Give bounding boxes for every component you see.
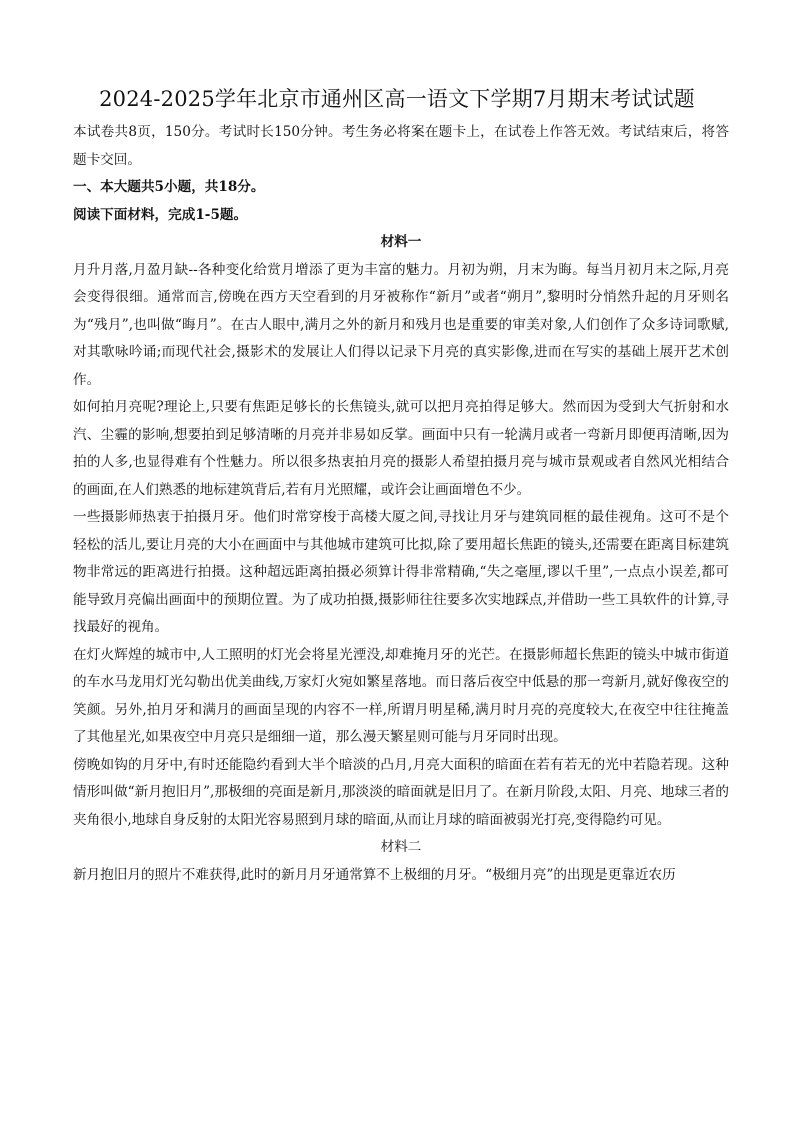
material-one-paragraph: 傍晚如钩的月牙中,有时还能隐约看到大半个暗淡的凸月,月亮大面积的暗面在若有若无的光中若隐若现。这种情形叫做“新月抱旧月”,那极细的亮面是新月,那淡淡的暗面就是旧月了。在新月阶段,太阳、月亮、地球三者的夹角很小,地球自身反射的太阳光容易照到月球的暗面,从而让月球的暗面被弱光打亮,变得隐约可见。 [73,756,729,828]
exam-instructions: 本试卷共8页，150分。考试时长150分钟。考生务必将案在题卡上，在试卷上作答无效。考试结束后，将答题卡交回。 [73,124,729,168]
material-one-heading: 材料一 [380,234,422,250]
reading-instruction: 阅读下面材料，完成1-5题。 [73,206,248,223]
page-title: 2024-2025学年北京市通州区高一语文下学期7月期末考试试题 [99,87,695,111]
material-two-paragraph: 新月抱旧月的照片不难获得,此时的新月月牙通常算不上极细的月牙。“极细月亮”的出现是更靠近农历 [73,866,676,883]
document-body [73,119,729,889]
material-one-paragraph: 一些摄影师热衷于拍摄月牙。他们时常穿梭于高楼大厦之间,寻找让月牙与建筑同框的最佳视角。这可不是个轻松的活儿,要让月亮的大小在画面中与其他城市建筑可比拟,除了要用超长焦距的镜头,还需要在距离目标建筑物非常远的距离进行拍摄。这种超远距离拍摄必须算计得非常精确,“失之毫厘,谬以千里”,一点点小误差,都可能导致月亮偏出画面中的预期位置。为了成功拍摄,摄影师往往要多次实地踩点,并借助一些工具软件的计算,寻找最好的视角。 [73,509,729,635]
material-two-heading: 材料二 [380,839,422,855]
material-one-paragraph: 如何拍月亮呢?理论上,只要有焦距足够长的长焦镜头,就可以把月亮拍得足够大。然而因为受到大气折射和水汽、尘霾的影响,想要拍到足够清晰的月亮并非易如反掌。画面中只有一轮满月或者一弯新月即便再清晰,因为拍的人多,也显得难有个性魅力。所以很多热衷拍月亮的摄影人希望拍摄月亮与城市景观或者自然风光相结合的画面,在人们熟悉的地标建筑背后,若有月光照耀，或许会让画面增色不少。 [73,399,729,498]
material-one-paragraph: 在灯火辉煌的城市中,人工照明的灯光会将星光湮没,却难掩月牙的光芒。在摄影师超长焦距的镜头中城市街道的车水马龙用灯光勾勒出优美曲线,万家灯火宛如繁星落地。而日落后夜空中低悬的那一弯新月,就好像夜空的笑颜。另外,拍月牙和满月的画面呈现的内容不一样,所谓月明星稀,满月时月亮的亮度较大,在夜空中往往掩盖了其他星光,如果夜空中月亮只是细细一道，那么漫天繁星则可能与月牙同时出现。 [73,646,729,745]
section-one-header: 一、本大题共5小题，共18分。 [73,179,265,195]
material-one-paragraph: 月升月落,月盈月缺--各种变化给赏月增添了更为丰富的魅力。月初为朔，月末为晦。每当月初月末之际,月亮会变得很细。通常而言,傍晚在西方天空看到的月牙被称作“新月”或者“朔月”,黎明时分悄然升起的月牙则名为“残月”,也叫做“晦月”。在古人眼中,满月之外的新月和残月也是重要的审美对象,人们创作了众多诗词歌赋,对其歌咏吟诵;而现代社会,摄影术的发展让人们得以记录下月亮的真实影像,进而在写实的基础上展开艺术创作。 [73,261,729,388]
